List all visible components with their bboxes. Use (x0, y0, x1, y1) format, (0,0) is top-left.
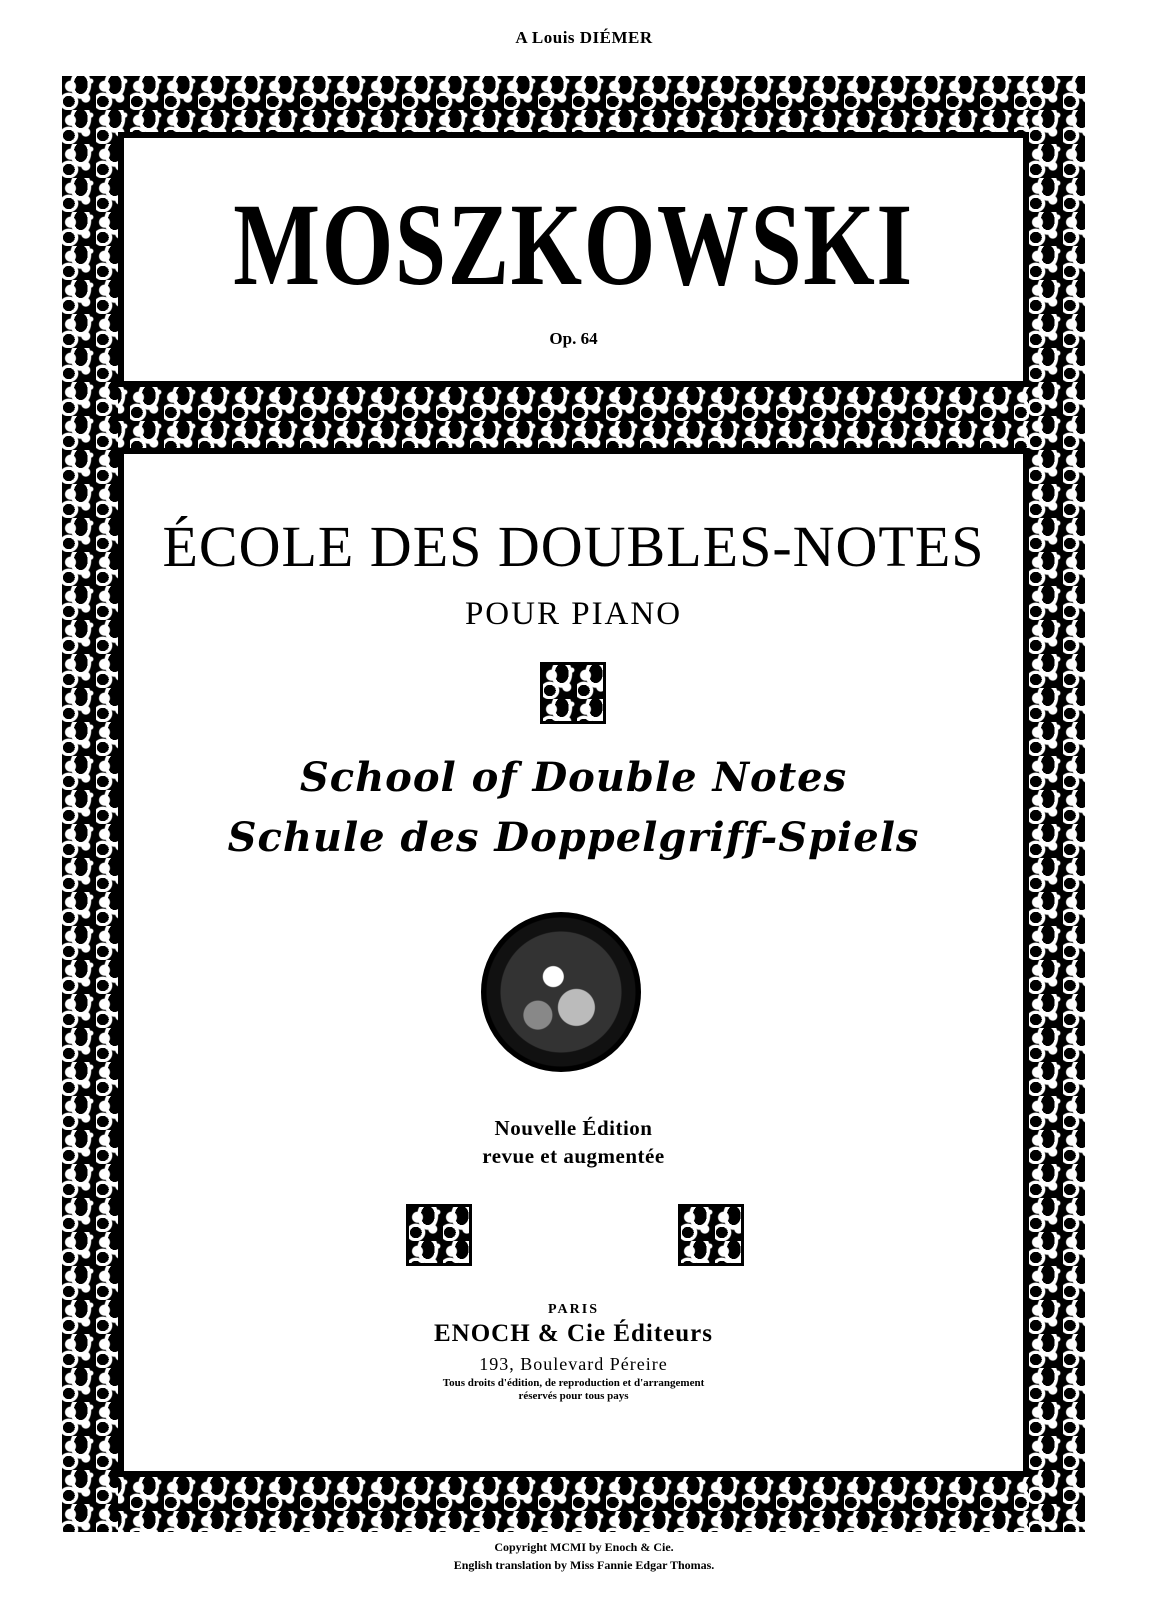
floral-border-left (62, 76, 118, 1532)
composer-panel (124, 138, 1023, 381)
floral-border-right (1029, 76, 1085, 1532)
composer-name: MOSZKOWSKI (233, 179, 914, 310)
rights-line-2: réservés pour tous pays (518, 1390, 629, 1402)
title-french: ÉCOLE DES DOUBLES-NOTES (162, 514, 985, 579)
dedication: A Louis DIÉMER (515, 28, 653, 47)
floral-border-middle (62, 387, 1085, 448)
title-english: School of Double Notes (299, 754, 848, 801)
title-panel (124, 454, 1023, 1471)
copyright-line-2: English translation by Miss Fannie Edgar Thomas. (453, 1558, 715, 1572)
publisher-address: 193, Boulevard Péreire (479, 1354, 668, 1374)
title-german: Schule des Doppelgriff-Spiels (227, 814, 920, 861)
publisher-city: PARIS (548, 1302, 599, 1317)
opus-number: Op. 64 (549, 329, 598, 348)
publisher-name: ENOCH & Cie Éditeurs (433, 1320, 714, 1347)
publisher-medallion-icon (481, 912, 641, 1072)
copyright-line-1: Copyright MCMI by Enoch & Cie. (494, 1540, 674, 1554)
floral-border-top (62, 76, 1085, 132)
ornamental-frame (62, 76, 1085, 1532)
edition-line-1: Nouvelle Édition (494, 1116, 653, 1140)
floral-ornament-icon (540, 662, 606, 724)
subtitle-french: POUR PIANO (464, 596, 683, 632)
floral-ornament-right-icon (678, 1204, 744, 1266)
floral-border-bottom (62, 1477, 1085, 1532)
rights-line-1: Tous droits d'édition, de reproduction et d'arrangement (442, 1377, 705, 1389)
edition-line-2: revue et augmentée (482, 1144, 665, 1168)
floral-ornament-left-icon (406, 1204, 472, 1266)
